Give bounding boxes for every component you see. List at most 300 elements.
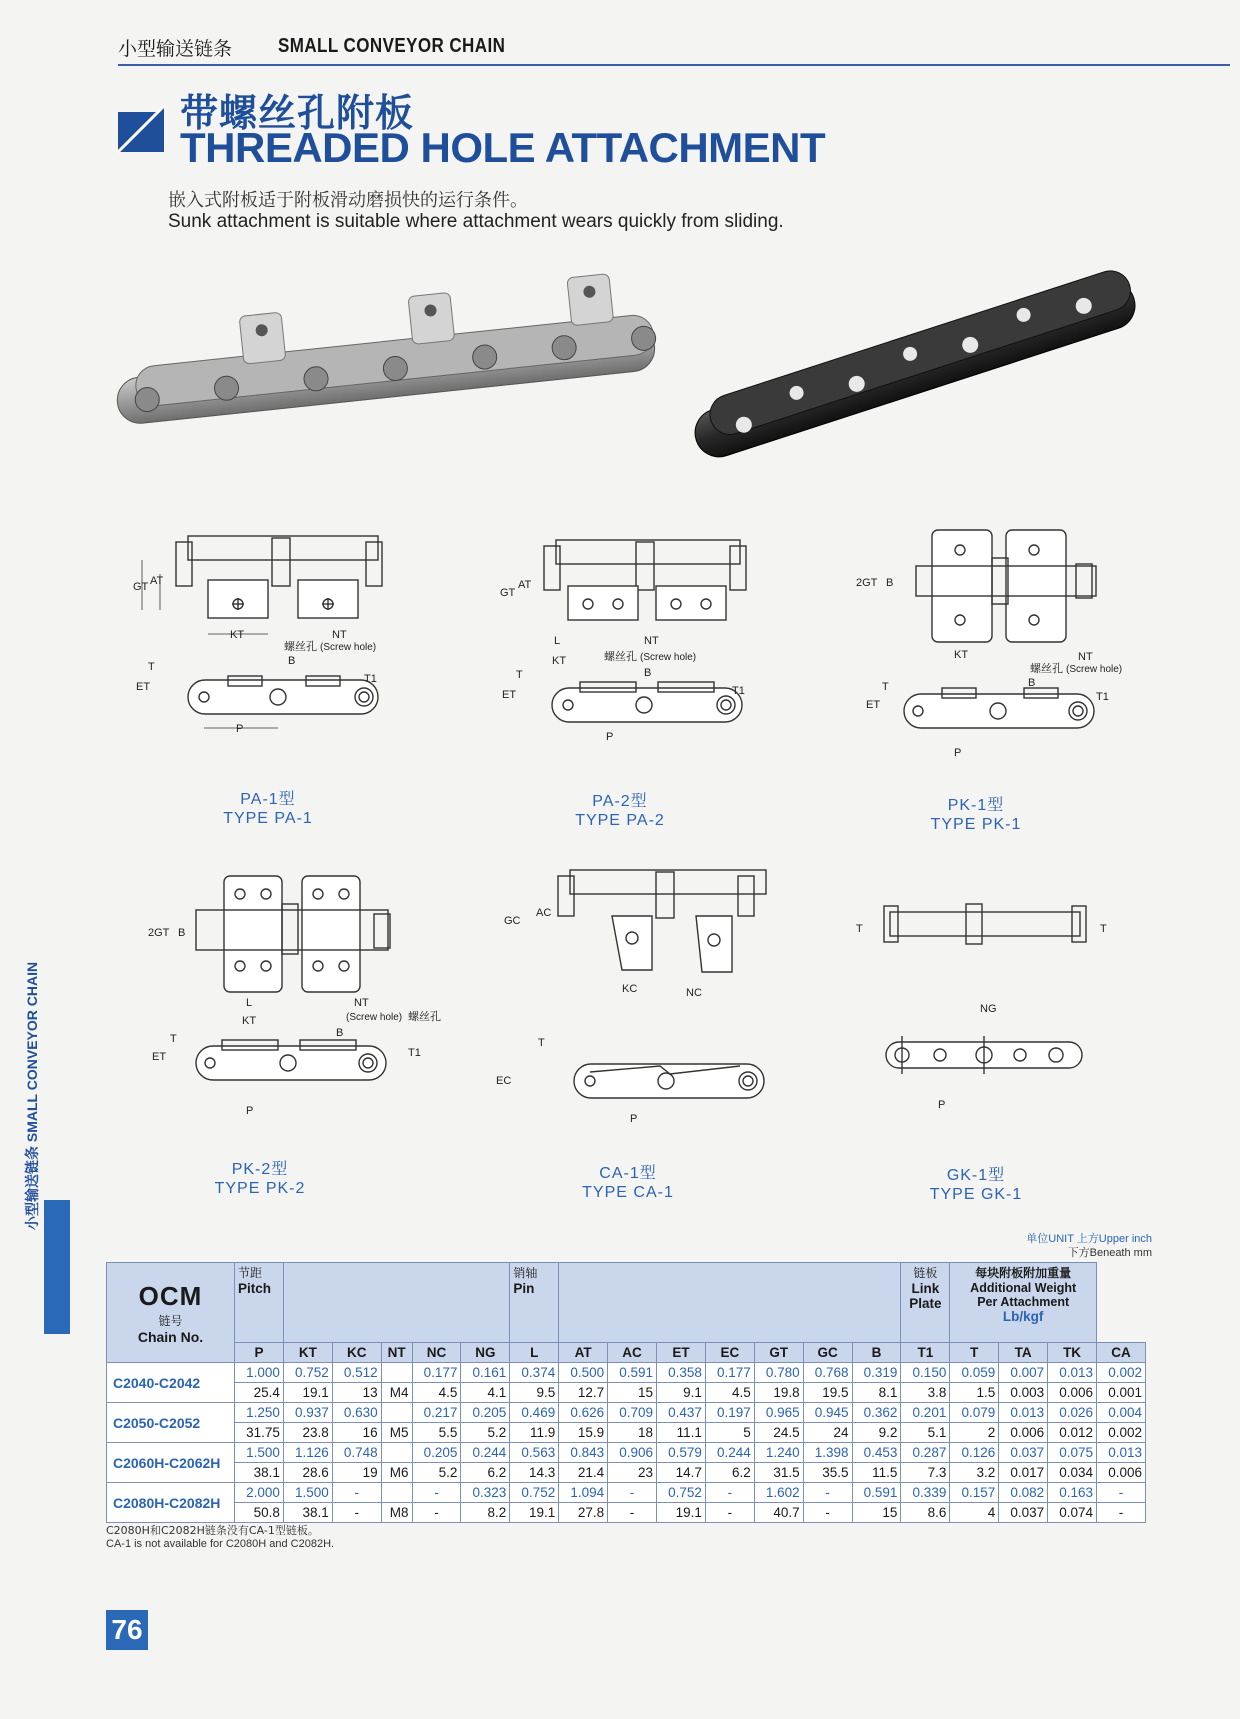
table-row-upper [107, 1443, 1146, 1463]
table-cell: 3.2 [950, 1463, 999, 1483]
table-cell: 1.000 [235, 1363, 284, 1383]
table-cell: 9.1 [657, 1383, 706, 1403]
table-cell: 23 [608, 1463, 657, 1483]
spec-table-body [107, 1363, 1146, 1523]
table-cell: - [332, 1503, 381, 1523]
column-header: P [235, 1343, 284, 1363]
title-triangle-icon [118, 106, 164, 152]
weight-unit: Lb/kgf [1002, 1309, 1044, 1324]
blank-header-a [283, 1263, 509, 1343]
label-kc: KC [622, 983, 638, 995]
table-cell: 21.4 [559, 1463, 608, 1483]
column-header: ET [657, 1343, 706, 1363]
label-screw-en: (Screw hole) [346, 1012, 403, 1023]
label-screw-en: (Screw hole) [320, 642, 377, 653]
footnote-en: CA-1 is not available for C2080H and C2082H. [106, 1538, 335, 1550]
table-cell: 19.1 [657, 1503, 706, 1523]
table-cell: 27.8 [559, 1503, 608, 1523]
weight-header [950, 1263, 1097, 1343]
table-cell: 31.75 [235, 1423, 284, 1443]
table-cell: - [412, 1503, 461, 1523]
table-cell: 0.748 [332, 1443, 381, 1463]
table-cell: 0.013 [999, 1403, 1048, 1423]
column-header: TA [999, 1343, 1048, 1363]
table-cell: 0.013 [1048, 1363, 1097, 1383]
diagram-type-pk-2 [146, 866, 446, 1136]
table-row-upper [107, 1483, 1146, 1503]
label-screw-en: (Screw hole) [640, 652, 697, 663]
column-header: AT [559, 1343, 608, 1363]
table-cell: 8.6 [901, 1503, 950, 1523]
table-cell: M4 [381, 1383, 412, 1403]
table-cell: 4.5 [705, 1383, 754, 1403]
chain-photo-steel [114, 280, 684, 430]
table-cell: 12.7 [559, 1383, 608, 1403]
table-cell: 0.201 [901, 1403, 950, 1423]
table-cell: M5 [381, 1423, 412, 1443]
table-cell: 0.319 [852, 1363, 901, 1383]
diagram-type-pa-1 [133, 530, 416, 760]
label-screw-cn: 螺丝孔 [408, 1011, 441, 1023]
table-cell: 7.3 [901, 1463, 950, 1483]
upper-unit: inch [1131, 1233, 1152, 1245]
diagram-type-ca-1 [490, 860, 780, 1140]
table-cell: 5.1 [901, 1423, 950, 1443]
spec-table [106, 1262, 1146, 1523]
chain-no-cell: C2060H-C2062H [107, 1443, 235, 1483]
caption-pa-1-en: TYPE PA-1 [223, 810, 313, 827]
table-cell: - [412, 1483, 461, 1503]
table-cell: 0.323 [461, 1483, 510, 1503]
link-plate-header [901, 1263, 950, 1343]
description-cn: 嵌入式附板适于附板滑动磨损快的运行条件。 [168, 190, 528, 211]
label-b: B [1028, 677, 1036, 689]
caption-ca-1-cn: CA-1型 [599, 1165, 657, 1182]
table-cell: - [332, 1483, 381, 1503]
table-cell: 0.358 [657, 1363, 706, 1383]
table-cell: - [705, 1483, 754, 1503]
column-header: KT [283, 1343, 332, 1363]
weight-en-1: Additional Weight [970, 1281, 1077, 1295]
table-cell: 19.1 [283, 1383, 332, 1403]
table-cell: 0.630 [332, 1403, 381, 1423]
label-et: ET [866, 699, 881, 711]
label-l: L [554, 635, 561, 647]
table-cell: 38.1 [235, 1463, 284, 1483]
label-t: T [882, 681, 889, 693]
table-cell: 0.244 [461, 1443, 510, 1463]
table-cell: 19.5 [803, 1383, 852, 1403]
table-cell: 9.5 [510, 1383, 559, 1403]
table-cell: 5.2 [461, 1423, 510, 1443]
table-cell: 0.205 [461, 1403, 510, 1423]
side-tab-label [22, 962, 42, 1230]
table-cell: 0.017 [999, 1463, 1048, 1483]
table-cell: 16 [332, 1423, 381, 1443]
caption-gk-1-en: TYPE GK-1 [929, 1186, 1023, 1203]
label-t: T [170, 1033, 177, 1045]
table-cell: 1.126 [283, 1443, 332, 1463]
table-cell: 0.002 [1097, 1423, 1146, 1443]
column-header: GC [803, 1343, 852, 1363]
label-2gt: 2GT [856, 577, 878, 589]
table-cell: 0.945 [803, 1403, 852, 1423]
label-t1: T1 [408, 1047, 421, 1059]
table-cell: 0.626 [559, 1403, 608, 1423]
table-cell: 0.579 [657, 1443, 706, 1463]
column-header: B [852, 1343, 901, 1363]
table-cell: 0.843 [559, 1443, 608, 1463]
table-cell: 0.906 [608, 1443, 657, 1463]
table-cell: - [803, 1483, 852, 1503]
column-header: KC [332, 1343, 381, 1363]
table-cell: 0.937 [283, 1403, 332, 1423]
table-cell: 0.007 [999, 1363, 1048, 1383]
label-2gt: 2GT [148, 927, 170, 939]
label-p: P [236, 723, 244, 735]
table-cell: 8.1 [852, 1383, 901, 1403]
column-header: T1 [901, 1343, 950, 1363]
label-t-right: T [1100, 923, 1107, 935]
table-cell: - [705, 1503, 754, 1523]
table-cell: 2.000 [235, 1483, 284, 1503]
table-cell: 0.752 [283, 1363, 332, 1383]
table-cell: 0.339 [901, 1483, 950, 1503]
label-p: P [938, 1099, 946, 1111]
table-cell: 19.1 [510, 1503, 559, 1523]
table-cell: 14.7 [657, 1463, 706, 1483]
description-en: Sunk attachment is suitable where attachment wears quickly from sliding. [168, 211, 784, 232]
table-cell: 5.2 [412, 1463, 461, 1483]
table-cell: 0.161 [461, 1363, 510, 1383]
label-b: B [644, 667, 652, 679]
column-header: GT [754, 1343, 803, 1363]
label-nt: NT [644, 635, 659, 647]
label-kt: KT [230, 629, 245, 641]
table-cell: 0.082 [999, 1483, 1048, 1503]
label-screw-cn: 螺丝孔 [284, 641, 317, 653]
pin-header [510, 1263, 559, 1343]
table-cell [381, 1483, 412, 1503]
table-cell: 31.5 [754, 1463, 803, 1483]
table-cell: 0.012 [1048, 1423, 1097, 1443]
table-cell: 24.5 [754, 1423, 803, 1443]
table-cell [381, 1443, 412, 1463]
table-cell: 0.965 [754, 1403, 803, 1423]
label-t1: T1 [364, 673, 377, 685]
label-kt: KT [954, 649, 969, 661]
label-b: B [886, 577, 894, 589]
column-header: NT [381, 1343, 412, 1363]
chain-no-en: Chain No. [137, 1328, 204, 1345]
table-cell: - [1097, 1483, 1146, 1503]
column-header: CA [1097, 1343, 1146, 1363]
table-cell: 9.2 [852, 1423, 901, 1443]
table-cell: M6 [381, 1463, 412, 1483]
table-cell: 0.026 [1048, 1403, 1097, 1423]
column-header: NG [461, 1343, 510, 1363]
table-cell: 0.003 [999, 1383, 1048, 1403]
label-t: T [148, 661, 155, 673]
table-cell: 19.8 [754, 1383, 803, 1403]
label-p: P [630, 1113, 638, 1125]
table-cell: 1.240 [754, 1443, 803, 1463]
table-cell: 6.2 [705, 1463, 754, 1483]
label-p: P [954, 747, 962, 759]
diagram-type-pk-1 [856, 520, 1136, 770]
label-ac: AC [536, 907, 552, 919]
table-cell: 1.500 [235, 1443, 284, 1463]
caption-pk-2-en: TYPE PK-2 [214, 1180, 306, 1197]
link-en-1: Link [911, 1281, 940, 1296]
column-header: EC [705, 1343, 754, 1363]
table-cell: 0.287 [901, 1443, 950, 1463]
chain-no-cell: C2040-C2042 [107, 1363, 235, 1403]
label-gt: GT [500, 587, 516, 599]
table-cell: 1.250 [235, 1403, 284, 1423]
caption-pk-2-cn: PK-2型 [231, 1161, 289, 1178]
table-cell: 0.197 [705, 1403, 754, 1423]
table-row-upper [107, 1403, 1146, 1423]
table-cell: 0.752 [657, 1483, 706, 1503]
page-title-en: THREADED HOLE ATTACHMENT [180, 124, 826, 171]
table-cell: 0.059 [950, 1363, 999, 1383]
weight-cn: 每块附板附加重量 [975, 1266, 1072, 1280]
table-cell: 0.157 [950, 1483, 999, 1503]
label-t1: T1 [732, 685, 745, 697]
table-cell: 35.5 [803, 1463, 852, 1483]
table-cell: 0.150 [901, 1363, 950, 1383]
table-cell: 11.1 [657, 1423, 706, 1443]
column-header: NC [412, 1343, 461, 1363]
table-cell: 0.591 [608, 1363, 657, 1383]
table-cell: 0.512 [332, 1363, 381, 1383]
caption-pa-2-en: TYPE PA-2 [575, 812, 665, 829]
table-cell: 0.001 [1097, 1383, 1146, 1403]
table-cell: 1.094 [559, 1483, 608, 1503]
table-cell: 15 [608, 1383, 657, 1403]
label-t: T [538, 1037, 545, 1049]
beneath-unit: mm [1133, 1247, 1152, 1259]
column-header-row [107, 1343, 1146, 1363]
footnote-cn: C2080H和C2082H链条没有CA-1型链板。 [106, 1524, 319, 1537]
table-cell: 0.217 [412, 1403, 461, 1423]
label-et: ET [152, 1051, 167, 1063]
table-cell: 0.037 [999, 1443, 1048, 1463]
table-cell: 0.075 [1048, 1443, 1097, 1463]
table-cell: 13 [332, 1383, 381, 1403]
table-cell: 0.205 [412, 1443, 461, 1463]
table-cell: 28.6 [283, 1463, 332, 1483]
label-ec: EC [496, 1075, 512, 1087]
label-kt: KT [242, 1015, 257, 1027]
table-cell: 0.013 [1097, 1443, 1146, 1463]
chain-no-cn: 链号 [158, 1313, 183, 1328]
side-tab-en: SMALL CONVEYOR CHAIN [24, 961, 40, 1143]
brand-logo: OCM [138, 1280, 203, 1311]
table-row-lower [107, 1423, 1146, 1443]
table-cell: 15.9 [559, 1423, 608, 1443]
table-cell: 0.034 [1048, 1463, 1097, 1483]
label-at: AT [150, 575, 164, 587]
table-cell: M8 [381, 1503, 412, 1523]
table-cell: 11.5 [852, 1463, 901, 1483]
table-cell: 0.374 [510, 1363, 559, 1383]
table-cell: 5 [705, 1423, 754, 1443]
table-cell: 25.4 [235, 1383, 284, 1403]
unit-label: 单位UNIT [1026, 1233, 1074, 1245]
table-row-lower [107, 1383, 1146, 1403]
label-nc: NC [686, 987, 702, 999]
label-p: P [246, 1105, 254, 1117]
column-header: L [510, 1343, 559, 1363]
label-nt: NT [354, 997, 369, 1009]
column-header: T [950, 1343, 999, 1363]
label-kt: KT [552, 655, 567, 667]
table-cell: 1.602 [754, 1483, 803, 1503]
table-cell: 0.768 [803, 1363, 852, 1383]
label-nt: NT [332, 629, 347, 641]
table-cell: 0.006 [999, 1423, 1048, 1443]
table-cell: 0.037 [999, 1503, 1048, 1523]
table-cell: 0.074 [1048, 1503, 1097, 1523]
table-cell: 0.177 [705, 1363, 754, 1383]
table-cell: 14.3 [510, 1463, 559, 1483]
label-b: B [336, 1027, 344, 1039]
table-cell: 2 [950, 1423, 999, 1443]
pin-cn: 销轴 [513, 1266, 538, 1280]
table-row-upper [107, 1363, 1146, 1383]
table-cell: 24 [803, 1423, 852, 1443]
table-cell: 4.1 [461, 1383, 510, 1403]
caption-pa-1-cn: PA-1型 [240, 791, 296, 808]
table-cell: 8.2 [461, 1503, 510, 1523]
table-cell: 0.002 [1097, 1363, 1146, 1383]
table-cell: 1.500 [283, 1483, 332, 1503]
page-title-cn: 带螺丝孔附板 [180, 91, 415, 135]
diagram-type-pa-2 [496, 530, 776, 760]
table-cell: 18 [608, 1423, 657, 1443]
label-screw-cn: 螺丝孔 [1030, 663, 1063, 675]
table-cell [381, 1403, 412, 1423]
table-cell: 23.8 [283, 1423, 332, 1443]
caption-pk-1-cn: PK-1型 [947, 797, 1005, 814]
table-cell: 0.469 [510, 1403, 559, 1423]
table-cell: 3.8 [901, 1383, 950, 1403]
column-header: AC [608, 1343, 657, 1363]
table-cell: 40.7 [754, 1503, 803, 1523]
label-l: L [246, 997, 253, 1009]
header-title-cn: 小型输送链条 [118, 38, 233, 60]
table-cell: 0.752 [510, 1483, 559, 1503]
caption-pa-2-cn: PA-2型 [592, 793, 648, 810]
label-b: B [288, 655, 296, 667]
blank-header-b [559, 1263, 901, 1343]
side-tab-bar [44, 1200, 70, 1334]
table-cell: 0.177 [412, 1363, 461, 1383]
diagram-type-gk-1 [856, 896, 1136, 1126]
label-et: ET [136, 681, 151, 693]
table-cell: 0.591 [852, 1483, 901, 1503]
chain-no-header [107, 1263, 235, 1363]
side-tab-cn: 小型输送链条 [25, 1146, 41, 1230]
column-header: TK [1048, 1343, 1097, 1363]
table-row-lower [107, 1503, 1146, 1523]
page-header [118, 34, 1230, 68]
table-cell: 1.5 [950, 1383, 999, 1403]
header-rule [118, 64, 1230, 66]
table-cell: 19 [332, 1463, 381, 1483]
pitch-header [235, 1263, 284, 1343]
table-cell: - [608, 1503, 657, 1523]
unit-note [1026, 1232, 1152, 1260]
table-cell: 0.163 [1048, 1483, 1097, 1503]
label-t1: T1 [1096, 691, 1109, 703]
table-cell: - [1097, 1503, 1146, 1523]
link-en-2: Plate [909, 1296, 942, 1311]
chain-photo-black [692, 284, 1142, 434]
label-ng: NG [980, 1003, 997, 1015]
table-cell: 38.1 [283, 1503, 332, 1523]
label-b: B [178, 927, 186, 939]
table-cell: 0.500 [559, 1363, 608, 1383]
upper-label: 上方Upper [1076, 1233, 1129, 1245]
table-cell [381, 1363, 412, 1383]
label-gc: GC [504, 915, 521, 927]
table-cell: 0.244 [705, 1443, 754, 1463]
table-cell: 0.126 [950, 1443, 999, 1463]
table-cell: - [803, 1503, 852, 1523]
table-cell: 11.9 [510, 1423, 559, 1443]
table-cell: 0.004 [1097, 1403, 1146, 1423]
link-cn: 链板 [913, 1266, 938, 1280]
caption-pk-1-en: TYPE PK-1 [930, 816, 1022, 833]
label-nt: NT [1078, 651, 1093, 663]
page-number: 76 [106, 1610, 148, 1650]
table-cell: 15 [852, 1503, 901, 1523]
label-p: P [606, 731, 614, 743]
table-cell: 0.453 [852, 1443, 901, 1463]
weight-en-2: Per Attachment [977, 1295, 1070, 1309]
table-cell: 0.006 [1097, 1463, 1146, 1483]
pin-en: Pin [513, 1281, 535, 1296]
caption-ca-1-en: TYPE CA-1 [582, 1184, 674, 1201]
table-cell: 0.006 [1048, 1383, 1097, 1403]
caption-gk-1-cn: GK-1型 [946, 1167, 1006, 1184]
table-cell: 0.362 [852, 1403, 901, 1423]
label-screw-cn: 螺丝孔 [604, 651, 637, 663]
table-cell: 0.437 [657, 1403, 706, 1423]
label-at: AT [518, 579, 532, 591]
table-cell: 0.079 [950, 1403, 999, 1423]
label-screw-en: (Screw hole) [1066, 664, 1123, 675]
chain-no-cell: C2050-C2052 [107, 1403, 235, 1443]
table-cell: 50.8 [235, 1503, 284, 1523]
table-cell: 4.5 [412, 1383, 461, 1403]
table-cell: 1.398 [803, 1443, 852, 1463]
beneath-label: 下方Beneath [1067, 1247, 1131, 1259]
table-cell: 5.5 [412, 1423, 461, 1443]
label-et: ET [502, 689, 517, 701]
table-cell: 6.2 [461, 1463, 510, 1483]
label-t: T [856, 923, 863, 935]
label-gt: GT [133, 581, 149, 593]
table-cell: 4 [950, 1503, 999, 1523]
pitch-cn: 节距 [238, 1266, 263, 1280]
table-cell: 0.709 [608, 1403, 657, 1423]
header-title-en: SMALL CONVEYOR CHAIN [278, 35, 506, 57]
pitch-en: Pitch [238, 1281, 272, 1296]
